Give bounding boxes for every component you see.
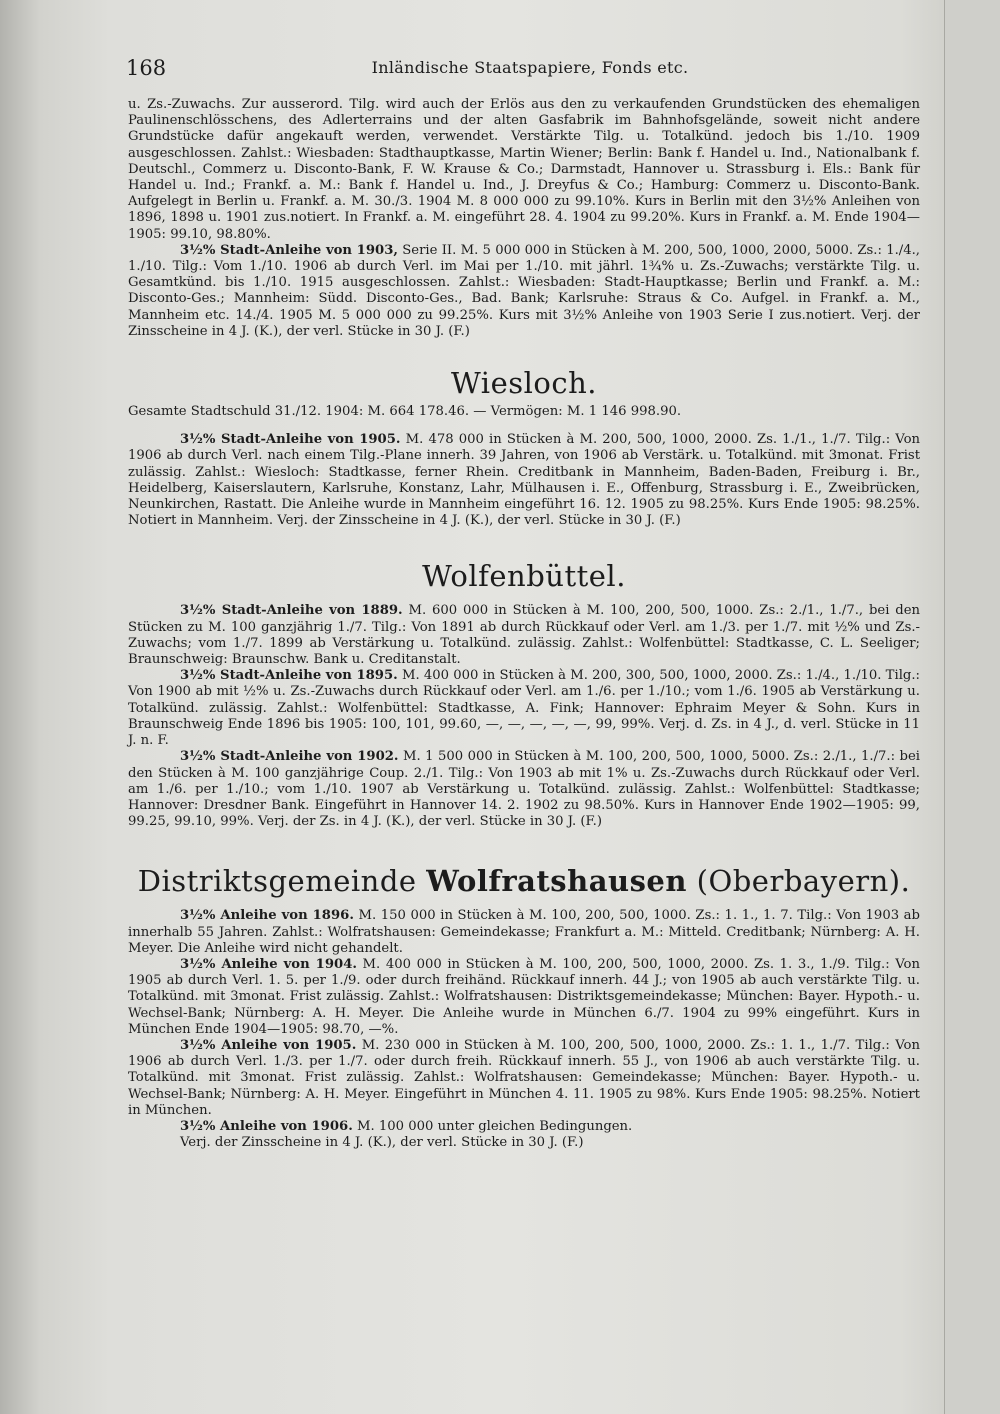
wolfratshausen-entry-1904 (128, 957, 920, 1038)
page-body (128, 97, 920, 1151)
bond-heading: 3½% Stadt-Anleihe von 1889. (180, 603, 403, 619)
adjacent-page-edge (944, 0, 1000, 1414)
bond-text: M. 150 000 in Stücken à M. 100, 200, 500, 1000. Zs.: 1. 1., 1. 7. Tilg.: Von 1903 ab innerhalb 55 Jahren. Zahlst.: Wolfratshausen: Gemeindekasse; Frankfurt a. M.: Mitteld. Creditbank; Nürnberg: A. H. Meyer. Die Anleihe wird nicht gehandelt. (128, 908, 920, 956)
title-suffix: (Oberbayern). (686, 864, 911, 899)
wolfratshausen-entry-1905 (128, 1038, 920, 1119)
intro-paragraph-1: u. Zs.-Zuwachs. Zur ausserord. Tilg. wird auch der Erlös aus den zu verkaufenden Grundstücken des ehemaligen Paulinenschlösschens, des Adlerterrains und der alten Gasfabrik im Bahnhofsgelände, soweit nicht andere Grundstücke dafür angekauft werden, verwendet. Verstärkte Tilg. u. Totalkünd. jedoch bis 1./10. 1909 ausgeschlossen. Zahlst.: Wiesbaden: Stadthauptkasse, Martin Wiener; Berlin: Bank f. Handel u. Ind., Nationalbank f. Deutschl., Commerz u. Disconto-Bank, F. W. Krause & Co.; Darmstadt, Hannover u. Strassburg i. Els.: Bank für Handel u. Ind.; Frankf. a. M.: Bank f. Handel u. Ind., J. Dreyfus & Co.; Hamburg: Commerz u. Disconto-Bank. Aufgelegt in Berlin u. Frankf. a. M. 30./3. 1904 M. 8 000 000 zu 99.10%. Kurs in Berlin mit den 3½% Anleihen von 1896, 1898 u. 1901 zus.notiert. In Frankf. a. M. eingeführt 28. 4. 1904 zu 99.20%. Kurs in Frankf. a. M. Ende 1904—1905: 99.10, 98.80%. (128, 97, 920, 242)
bond-heading: 3½% Stadt-Anleihe von 1905. (180, 432, 401, 448)
intro-paragraph-2 (128, 243, 920, 340)
section-title-wolfenbuettel: Wolfenbüttel. (422, 559, 626, 594)
wolfratshausen-closing-line: Verj. der Zinsscheine in 4 J. (K.), der verl. Stücke in 30 J. (F.) (180, 1135, 584, 1151)
bond-text: M. 230 000 in Stücken à M. 100, 200, 500, 1000, 2000. Zs.: 1. 1., 1./7. Tilg.: Von 1906 ab durch Verl. 1./3. per 1./7. oder durch freih. Rückkauf innerh. 55 J., von 1906 ab auch verstärkte Tilg. u. Totalkünd. mit 3monat. Frist zulässig. Zahlst.: Wolfratshausen: Gemeindekasse; München: Bayer. Hypoth.- u. Wechsel-Bank; Nürnberg: A. H. Meyer. Eingeführt in München 4. 11. 1905 zu 98%. Kurs Ende 1905: 98.25%. Notiert in München. (128, 1037, 920, 1118)
bond-heading: 3½% Anleihe von 1906. (180, 1118, 353, 1134)
bond-text: M. 600 000 in Stücken à M. 100, 200, 500, 1000. Zs.: 2./1., 1./7., bei den Stücken zu M. 100 ganzjährig 1./7. Tilg.: Von 1891 ab durch Rückkauf oder Verl. am 1./3. per 1./7. mit ½% und Zs.-Zuwachs; vom 1./7. 1899 ab Verstärkung u. Totalkünd. zulässig. Zahlst.: Wolfenbüttel: Stadtkasse, C. L. Seeliger; Braunschweig: Braunschw. Bank u. Creditanstalt. (128, 603, 920, 668)
bond-heading: 3½% Stadt-Anleihe von 1903, (180, 242, 398, 258)
bond-text: Serie II. M. 5 000 000 in Stücken à M. 200, 500, 1000, 2000, 5000. Zs.: 1./4., 1./10. Tilg.: Vom 1./10. 1906 ab durch Verl. im Mai per 1./10. mit jährl. 1¾% u. Zs.-Zuwachs; verstärkte Tilg. u. Gesamtkünd. bis 1./10. 1915 ausgeschlossen. Zahlst.: Wiesbaden: Stadt-Hauptkasse; Berlin und Frankf. a. M.: Disconto-Ges.; Mannheim: Südd. Disconto-Ges., Bad. Bank; Karlsruhe: Straus & Co. Aufgel. in Frankf. a. M., Mannheim etc. 14./4. 1905 M. 5 000 000 zu 99.25%. Kurs mit 3½% Anleihe von 1903 Serie I zus.notiert. Verj. der Zinsscheine in 4 J. (K.), der verl. Stücke in 30 J. (F.) (128, 242, 920, 339)
title-prefix: Distriktsgemeinde (137, 864, 427, 899)
wolfratshausen-entry-1896 (128, 908, 920, 957)
section-title-wiesloch: Wiesloch. (451, 366, 597, 401)
wolfratshausen-entry-1906 (128, 1119, 920, 1135)
bond-heading: 3½% Stadt-Anleihe von 1895. (180, 668, 398, 684)
title-main: Wolfratshausen (426, 864, 687, 899)
wolfenbuettel-entry-1889 (128, 603, 920, 668)
bond-text: M. 478 000 in Stücken à M. 200, 500, 1000, 2000. Zs. 1./1., 1./7. Tilg.: Von 1906 ab durch Verl. nach einem Tilg.-Plane innerh. 39 Jahren, von 1906 ab Verstärk. u. Totalkünd. mit 3monat. Frist zulässig. Zahlst.: Wiesloch: Stadtkasse, ferner Rhein. Creditbank in Mannheim, Baden-Baden, Freiburg i. Br., Heidelberg, Kaiserslautern, Karlsruhe, Konstanz, Lahr, Mülhausen i. E., Offenburg, Strassburg i. E., Zweibrücken, Neunkirchen, Rastatt. Die Anleihe wurde in Mannheim eingeführt 16. 12. 1905 zu 98.25%. Kurs Ende 1905: 98.25%. Notiert in Mannheim. Verj. der Zinsscheine in 4 J. (K.), der verl. Stücke in 30 J. (F.) (128, 432, 920, 529)
bond-heading: 3½% Anleihe von 1896. (180, 908, 354, 924)
bond-text: M. 400 000 in Stücken à M. 200, 300, 500, 1000, 2000. Zs.: 1./4., 1./10. Tilg.: Von 1900 ab mit ½% u. Zs.-Zuwachs durch Rückkauf oder Verl. am 1./6. per 1./10.; vom 1./6. 1905 ab Verstärkung u. Totalkünd. zulässig. Zahlst.: Wolfenbüttel: Stadtkasse, A. Fink; Hannover: Ephraim Meyer & Sohn. Kurs in Braunschweig Ende 1896 bis 1905: 100, 101, 99.60, —, —, —, —, —, 99, 99%. Verj. d. Zs. in 4 J., d. verl. Stücke in 11 J. n. F. (128, 668, 920, 749)
bond-text: M. 100 000 unter gleichen Bedingungen. (352, 1118, 633, 1134)
wolfenbuettel-entry-1902 (128, 749, 920, 830)
bond-heading: 3½% Anleihe von 1904. (180, 956, 357, 972)
page-header (0, 56, 1000, 88)
bond-text: M. 400 000 in Stücken à M. 100, 200, 500, 1000, 2000. Zs. 1. 3., 1./9. Tilg.: Von 1905 ab durch Verl. 1. 5. per 1./9. oder durch freihänd. Rückkauf innerh. 44 J.; von 1905 ab auch verstärkte Tilg. u. Totalkünd. mit 3monat. Frist zulässig. Zahlst.: Wolfratshausen: Distriktsgemeindekasse; München: Bayer. Hypoth.- u. Wechsel-Bank; Nürnberg: A. H. Meyer. Die Anleihe wurde in München 6./7. 1904 zu 99% eingeführt. Kurs in München Ende 1904—1905: 98.70, —%. (128, 956, 920, 1037)
bond-text: M. 1 500 000 in Stücken à M. 100, 200, 500, 1000, 5000. Zs.: 2./1., 1./7.: bei den Stücken à M. 100 ganzjährige Coup. 2./1. Tilg.: Von 1903 ab mit 1% u. Zs.-Zuwachs durch Rückkauf oder Verl. am 1./6. per 1./10.; vom 1./10. 1907 ab Verstärkung u. Totalkünd. zulässig. Zahlst.: Wolfenbüttel: Stadtkasse; Hannover: Dresdner Bank. Eingeführt in Hannover 14. 2. 1902 zu 98.50%. Kurs in Hannover Ende 1902—1905: 99, 99.25, 99.10, 99%. Verj. der Zs. in 4 J. (K.), der verl. Stücke in 30 J. (F.) (128, 749, 920, 830)
section-title-wolfratshausen (128, 864, 920, 898)
wolfenbuettel-entry-1895 (128, 668, 920, 749)
running-head: Inländische Staatspapiere, Fonds etc. (371, 58, 689, 77)
bond-heading: 3½% Stadt-Anleihe von 1902. (180, 749, 399, 765)
wiesloch-entry (128, 432, 920, 529)
bond-heading: 3½% Anleihe von 1905. (180, 1037, 357, 1053)
wiesloch-debt-summary: Gesamte Stadtschuld 31./12. 1904: M. 664 178.46. — Vermögen: M. 1 146 998.90. (128, 404, 682, 420)
page-number: 168 (126, 56, 167, 80)
